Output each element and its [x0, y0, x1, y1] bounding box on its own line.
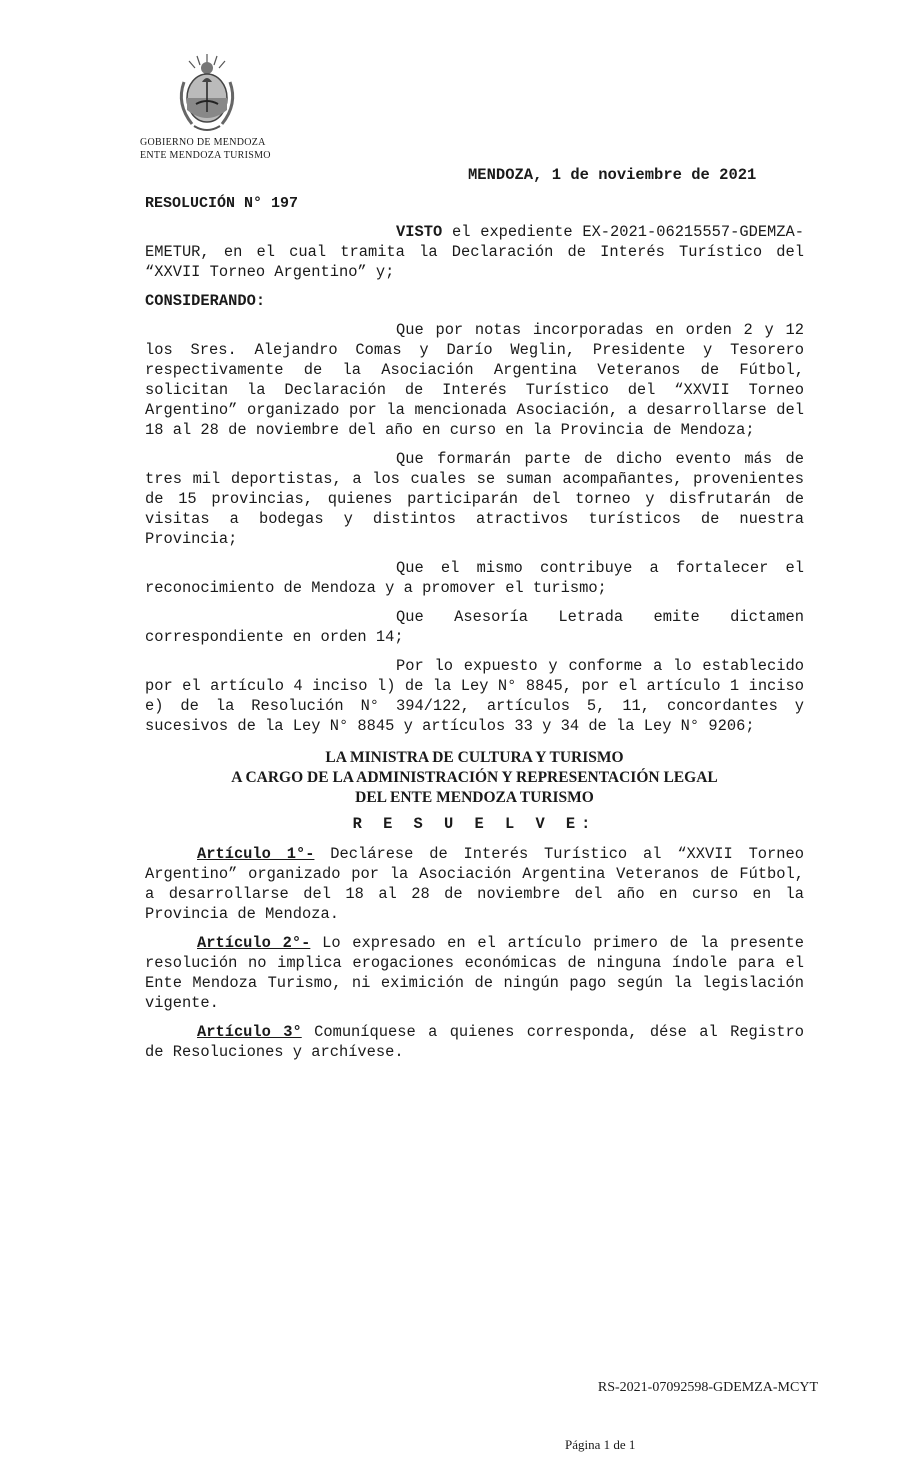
considerando-paragraph: Que por notas incorporadas en orden 2 y 12 los Sres. Alejandro Comas y Darío Weglin, Presidente y Tesorero respectivamente de la Asociación Argentina Veteranos de Fútbol, solicitan la Declaración de Interés Turístico del “XXVII Torneo Argentino” organizado por la mencionada Asociación, a desarrollarse del 18 al 28 de noviembre del año en curso en la Provincia de Mendoza;: [145, 321, 804, 439]
considerando-paragraph: Que formarán parte de dicho evento más de tres mil deportistas, a los cuales se suman acompañantes, provenientes de 15 provincias, quienes participarán del torneo y disfrutarán de visitas a bodegas y distintos atractivos turísticos de nuestra Provincia;: [145, 450, 804, 548]
authority-line: A CARGO DE LA ADMINISTRACIÓN Y REPRESENTACIÓN LEGAL: [231, 769, 718, 786]
considerando-heading: CONSIDERANDO:: [145, 292, 266, 310]
article-1: [145, 844, 804, 924]
article-label: Artículo 2°-: [197, 934, 311, 952]
article-label: Artículo 3°: [197, 1023, 302, 1041]
article-2: [145, 933, 804, 1013]
visto-text: el expediente EX-2021-06215557-GDEMZA-EMETUR, en el cual tramita la Declaración de Interés Turístico del “XXVII Torneo Argentino” y;: [145, 223, 804, 281]
article-text: Comuníquese a quienes corresponda, dése al Registro de Resoluciones y archívese.: [145, 1023, 804, 1061]
resuelve-heading: R E S U E L V E:: [352, 815, 597, 833]
page-number: Página 1 de 1: [565, 1437, 636, 1452]
authority-line: LA MINISTRA DE CULTURA Y TURISMO: [325, 749, 624, 766]
authority-block: [145, 748, 804, 808]
document-id: RS-2021-07092598-GDEMZA-MCYT: [597, 1380, 818, 1395]
government-name: GOBIERNO DE MENDOZA: [140, 137, 266, 148]
visto-paragraph: [145, 222, 804, 282]
resolution-body: [145, 222, 804, 1071]
resolution-number: RESOLUCIÓN N° 197: [145, 195, 299, 212]
visto-label: VISTO: [396, 223, 443, 241]
article-text: Lo expresado en el artículo primero de la presente resolución no implica erogaciones económicas de ninguna índole para el Ente Mendoza Turismo, ni eximición de ningún pago según la legislación vigente.: [145, 934, 804, 1012]
considerando-paragraph: Que el mismo contribuye a fortalecer el reconocimiento de Mendoza y a promover el turismo;: [145, 559, 804, 597]
article-label: Artículo 1°-: [197, 845, 315, 863]
document-date: MENDOZA, 1 de noviembre de 2021: [468, 166, 757, 184]
coat-of-arms-icon: [172, 52, 242, 136]
considerando-paragraph: Que Asesoría Letrada emite dictamen correspondiente en orden 14;: [145, 608, 804, 646]
considerando-paragraph: Por lo expuesto y conforme a lo establecido por el artículo 4 inciso l) de la Ley N° 8845, por el artículo 1 inciso e) de la Resolución N° 394/122, artículos 5, 11, concordantes y sucesivos de la Ley N° 8845 y artículos 33 y 34 de la Ley N° 9206;: [145, 657, 804, 735]
article-text: Declárese de Interés Turístico al “XXVII Torneo Argentino” organizado por la Asociación Argentina Veteranos de Fútbol, a desarrollarse del 18 al 28 de noviembre del año en curso en la Provincia de Mendoza.: [145, 845, 804, 923]
agency-name: ENTE MENDOZA TURISMO: [140, 150, 271, 161]
authority-line: DEL ENTE MENDOZA TURISMO: [355, 789, 594, 806]
article-3: [145, 1022, 804, 1062]
government-header: [140, 136, 271, 162]
